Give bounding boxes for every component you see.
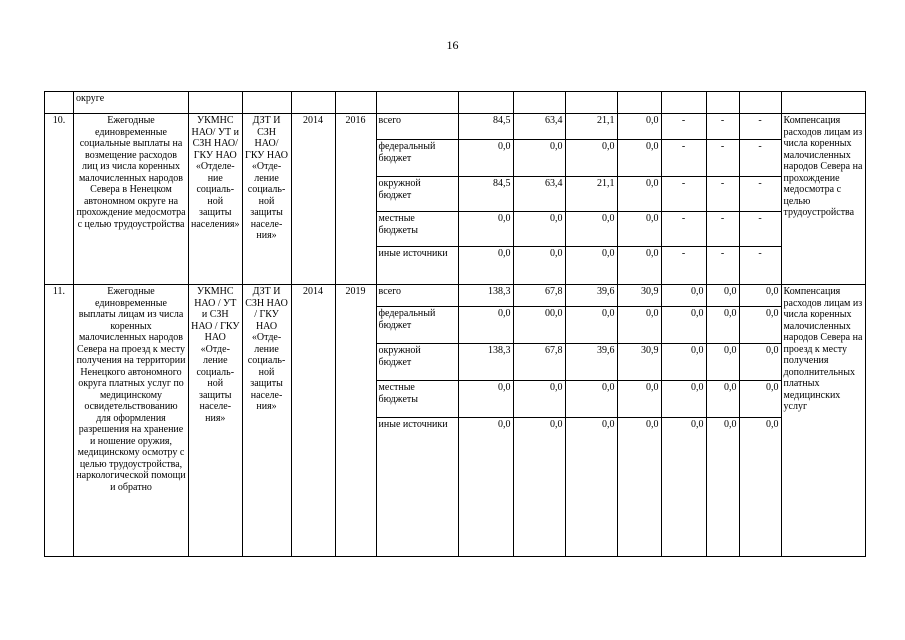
value-cell: 0,0 [617, 381, 661, 418]
value-cell: 0,0 [565, 212, 617, 247]
cont-empty-cell [291, 92, 335, 114]
value-cell: 0,0 [513, 418, 565, 557]
value-cell: 0,0 [706, 344, 739, 381]
value-cell: 21,1 [565, 114, 617, 140]
value-cell: - [706, 114, 739, 140]
value-cell: 138,3 [458, 285, 513, 307]
value-cell: 0,0 [739, 381, 781, 418]
value-cell: 0,0 [706, 307, 739, 344]
value-cell: - [661, 212, 706, 247]
source-label: иные источники [376, 418, 458, 557]
value-cell: 84,5 [458, 114, 513, 140]
cont-empty-cell [661, 92, 706, 114]
row-index: 11. [45, 285, 74, 557]
value-cell: 0,0 [458, 212, 513, 247]
year-start: 2014 [291, 285, 335, 557]
value-cell: 00,0 [513, 307, 565, 344]
value-cell: 0,0 [565, 381, 617, 418]
value-cell: 0,0 [565, 247, 617, 285]
value-cell: 0,0 [739, 285, 781, 307]
table-row [45, 114, 866, 140]
value-cell: 0,0 [458, 307, 513, 344]
value-cell: 63,4 [513, 114, 565, 140]
value-cell: - [661, 247, 706, 285]
value-cell: 0,0 [565, 140, 617, 177]
source-label: окружной бюджет [376, 344, 458, 381]
value-cell: 0,0 [458, 418, 513, 557]
value-cell: 0,0 [661, 381, 706, 418]
cont-empty-cell [513, 92, 565, 114]
cont-empty-cell [458, 92, 513, 114]
value-cell: - [661, 140, 706, 177]
source-label: всего [376, 114, 458, 140]
customer-cell: УКМНС НАО / УТ и СЗН НАО / ГКУ НАО «Отде-ление социаль-ной защиты населе-ния» [189, 285, 243, 557]
value-cell: - [706, 212, 739, 247]
source-label: всего [376, 285, 458, 307]
source-label: федеральный бюджет [376, 140, 458, 177]
value-cell: 67,8 [513, 285, 565, 307]
value-cell: 0,0 [661, 344, 706, 381]
value-cell: 0,0 [513, 140, 565, 177]
result-cell: Компенсация расходов лицам из числа коренных малочисленных народов Севера на проезд к месту получения дополнительных платных медицинских услуг [781, 285, 865, 557]
value-cell: 0,0 [661, 307, 706, 344]
value-cell: - [706, 140, 739, 177]
cont-name-cell: округе [74, 92, 189, 114]
source-label: местные бюджеты [376, 381, 458, 418]
year-start: 2014 [291, 114, 335, 285]
value-cell: - [739, 247, 781, 285]
program-table [44, 91, 866, 557]
cont-empty-cell [617, 92, 661, 114]
cont-empty-cell [565, 92, 617, 114]
value-cell: 0,0 [565, 307, 617, 344]
value-cell: - [706, 177, 739, 212]
value-cell: - [706, 247, 739, 285]
value-cell: - [661, 177, 706, 212]
value-cell: 0,0 [706, 418, 739, 557]
value-cell: 0,0 [739, 418, 781, 557]
value-cell: 0,0 [617, 418, 661, 557]
value-cell: - [739, 114, 781, 140]
value-cell: - [661, 114, 706, 140]
cont-empty-cell [242, 92, 291, 114]
value-cell: 0,0 [661, 418, 706, 557]
value-cell: 0,0 [513, 212, 565, 247]
row-index: 10. [45, 114, 74, 285]
value-cell: 0,0 [458, 140, 513, 177]
value-cell: 0,0 [458, 247, 513, 285]
continuation-row [45, 92, 866, 114]
value-cell: 0,0 [706, 285, 739, 307]
year-end: 2019 [335, 285, 376, 557]
table-row [45, 285, 866, 307]
source-label: иные источники [376, 247, 458, 285]
year-end: 2016 [335, 114, 376, 285]
cont-empty-cell [781, 92, 865, 114]
value-cell: 0,0 [617, 212, 661, 247]
value-cell: 0,0 [513, 381, 565, 418]
value-cell: 0,0 [617, 140, 661, 177]
customer-cell: УКМНС НАО/ УТ и СЗН НАО/ ГКУ НАО «Отделе-ние социаль-ной защиты населения» [189, 114, 243, 285]
value-cell: 0,0 [458, 381, 513, 418]
result-cell: Компенсация расходов лицам из числа коренных малочисленных народов Севера на прохождение медосмотра с целью трудоустройства [781, 114, 865, 285]
value-cell: 0,0 [617, 247, 661, 285]
value-cell: - [739, 212, 781, 247]
value-cell: 84,5 [458, 177, 513, 212]
value-cell: 0,0 [565, 418, 617, 557]
cont-empty-cell [706, 92, 739, 114]
measure-name: Ежегодные единовременные социальные выплаты на возмещение расходов лиц из числа коренных малочисленных народов Севера в Ненецком автономном округе на прохождение медосмотра с целью трудоустройства [74, 114, 189, 285]
page-number: 16 [446, 38, 459, 52]
measure-name: Ежегодные единовременные выплаты лицам из числа коренных малочисленных народов Севера на проезд к месту получения на территории Ненецкого автономного округа платных услуг по медицинскому освидетельствованию для оформления разрешения на хранение и ношение оружия, медицинскому осмотру с целью трудоустройства, наркологической помощи и обратно [74, 285, 189, 557]
value-cell: 39,6 [565, 344, 617, 381]
cont-empty-cell [335, 92, 376, 114]
value-cell: 39,6 [565, 285, 617, 307]
value-cell: 0,0 [661, 285, 706, 307]
value-cell: 30,9 [617, 285, 661, 307]
value-cell: 0,0 [739, 344, 781, 381]
cont-empty-cell [376, 92, 458, 114]
source-label: местные бюджеты [376, 212, 458, 247]
value-cell: 67,8 [513, 344, 565, 381]
value-cell: 138,3 [458, 344, 513, 381]
executor-cell: ДЗТ И СЗН НАО/ ГКУ НАО «Отде-ление социаль-ной защиты населе-ния» [242, 114, 291, 285]
source-label: федеральный бюджет [376, 307, 458, 344]
source-label: окружной бюджет [376, 177, 458, 212]
cont-empty-cell [739, 92, 781, 114]
value-cell: 0,0 [617, 114, 661, 140]
cont-empty-cell [189, 92, 243, 114]
value-cell: - [739, 177, 781, 212]
value-cell: 30,9 [617, 344, 661, 381]
executor-cell: ДЗТ И СЗН НАО / ГКУ НАО «Отде-ление социаль-ной защиты населе-ния» [242, 285, 291, 557]
value-cell: - [739, 140, 781, 177]
value-cell: 0,0 [617, 307, 661, 344]
value-cell: 0,0 [617, 177, 661, 212]
value-cell: 0,0 [739, 307, 781, 344]
value-cell: 0,0 [513, 247, 565, 285]
cont-index-cell [45, 92, 74, 114]
value-cell: 21,1 [565, 177, 617, 212]
value-cell: 0,0 [706, 381, 739, 418]
value-cell: 63,4 [513, 177, 565, 212]
